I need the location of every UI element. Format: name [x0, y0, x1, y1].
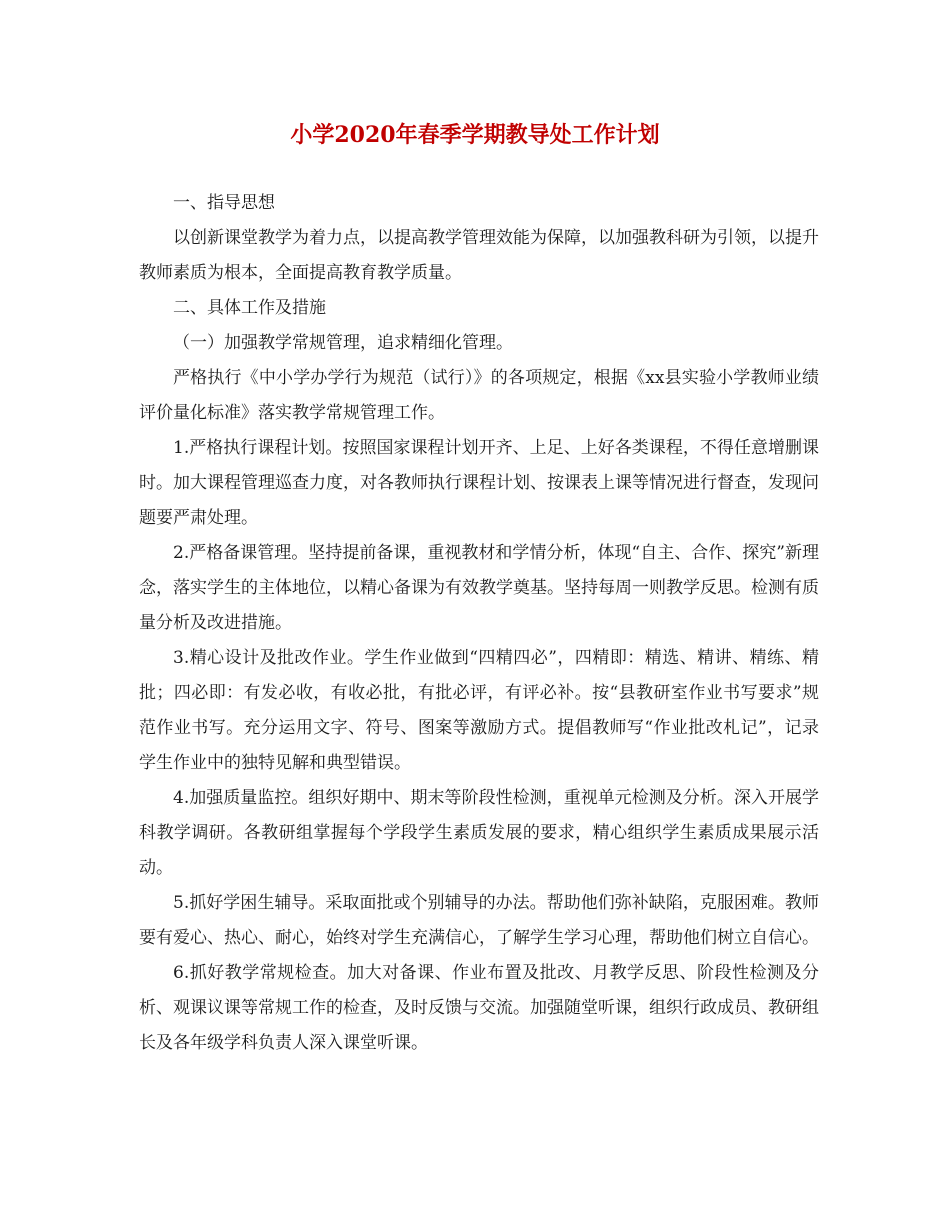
section-heading: 二、具体工作及措施 — [173, 298, 326, 318]
document-body — [139, 186, 819, 1061]
list-item: 6.抓好教学常规检查。加大对备课、作业布置及批改、月教学反思、阶段性检测及分析、观课议课等常规工作的检查，及时反馈与交流。加强随堂听课，组织行政成员、教研组长及各年级学科负责人深入课堂听课。 — [139, 963, 819, 1053]
list-item: 3.精心设计及批改作业。学生作业做到“四精四必”，四精即：精选、精讲、精练、精批；四必即：有发必收，有收必批，有批必评，有评必补。按“县教研室作业书写要求”规范作业书写。充分运用文字、符号、图案等激励方式。提倡教师写“作业批改札记”，记录学生作业中的独特见解和典型错误。 — [139, 648, 819, 773]
list-item: 4.加强质量监控。组织好期中、期末等阶段性检测，重视单元检测及分析。深入开展学科教学调研。各教研组掌握每个学段学生素质发展的要求，精心组织学生素质成果展示活动。 — [139, 788, 819, 878]
list-item: 2.严格备课管理。坚持提前备课，重视教材和学情分析，体现“自主、合作、探究”新理念，落实学生的主体地位，以精心备课为有效教学奠基。坚持每周一则教学反思。检测有质量分析及改进措施。 — [139, 543, 819, 633]
list-item: 1.严格执行课程计划。按照国家课程计划开齐、上足、上好各类课程，不得任意增删课时。加大课程管理巡查力度，对各教师执行课程计划、按课表上课等情况进行督查，发现问题要严肃处理。 — [139, 438, 819, 528]
list-item: 5.抓好学困生辅导。采取面批或个别辅导的办法。帮助他们弥补缺陷，克服困难。教师要有爱心、热心、耐心，始终对学生充满信心，了解学生学习心理，帮助他们树立自信心。 — [139, 893, 819, 948]
body-paragraph: 严格执行《中小学办学行为规范（试行）》的各项规定，根据《xx县实验小学教师业绩评价量化标准》落实教学常规管理工作。 — [139, 368, 819, 423]
subsection-heading: （一）加强教学常规管理，追求精细化管理。 — [173, 333, 513, 353]
section-heading: 一、指导思想 — [173, 193, 275, 213]
document-title: 小学2020年春季学期教导处工作计划 — [290, 122, 660, 148]
body-paragraph: 以创新课堂教学为着力点，以提高教学管理效能为保障，以加强教科研为引领，以提升教师素质为根本，全面提高教育教学质量。 — [139, 228, 819, 283]
